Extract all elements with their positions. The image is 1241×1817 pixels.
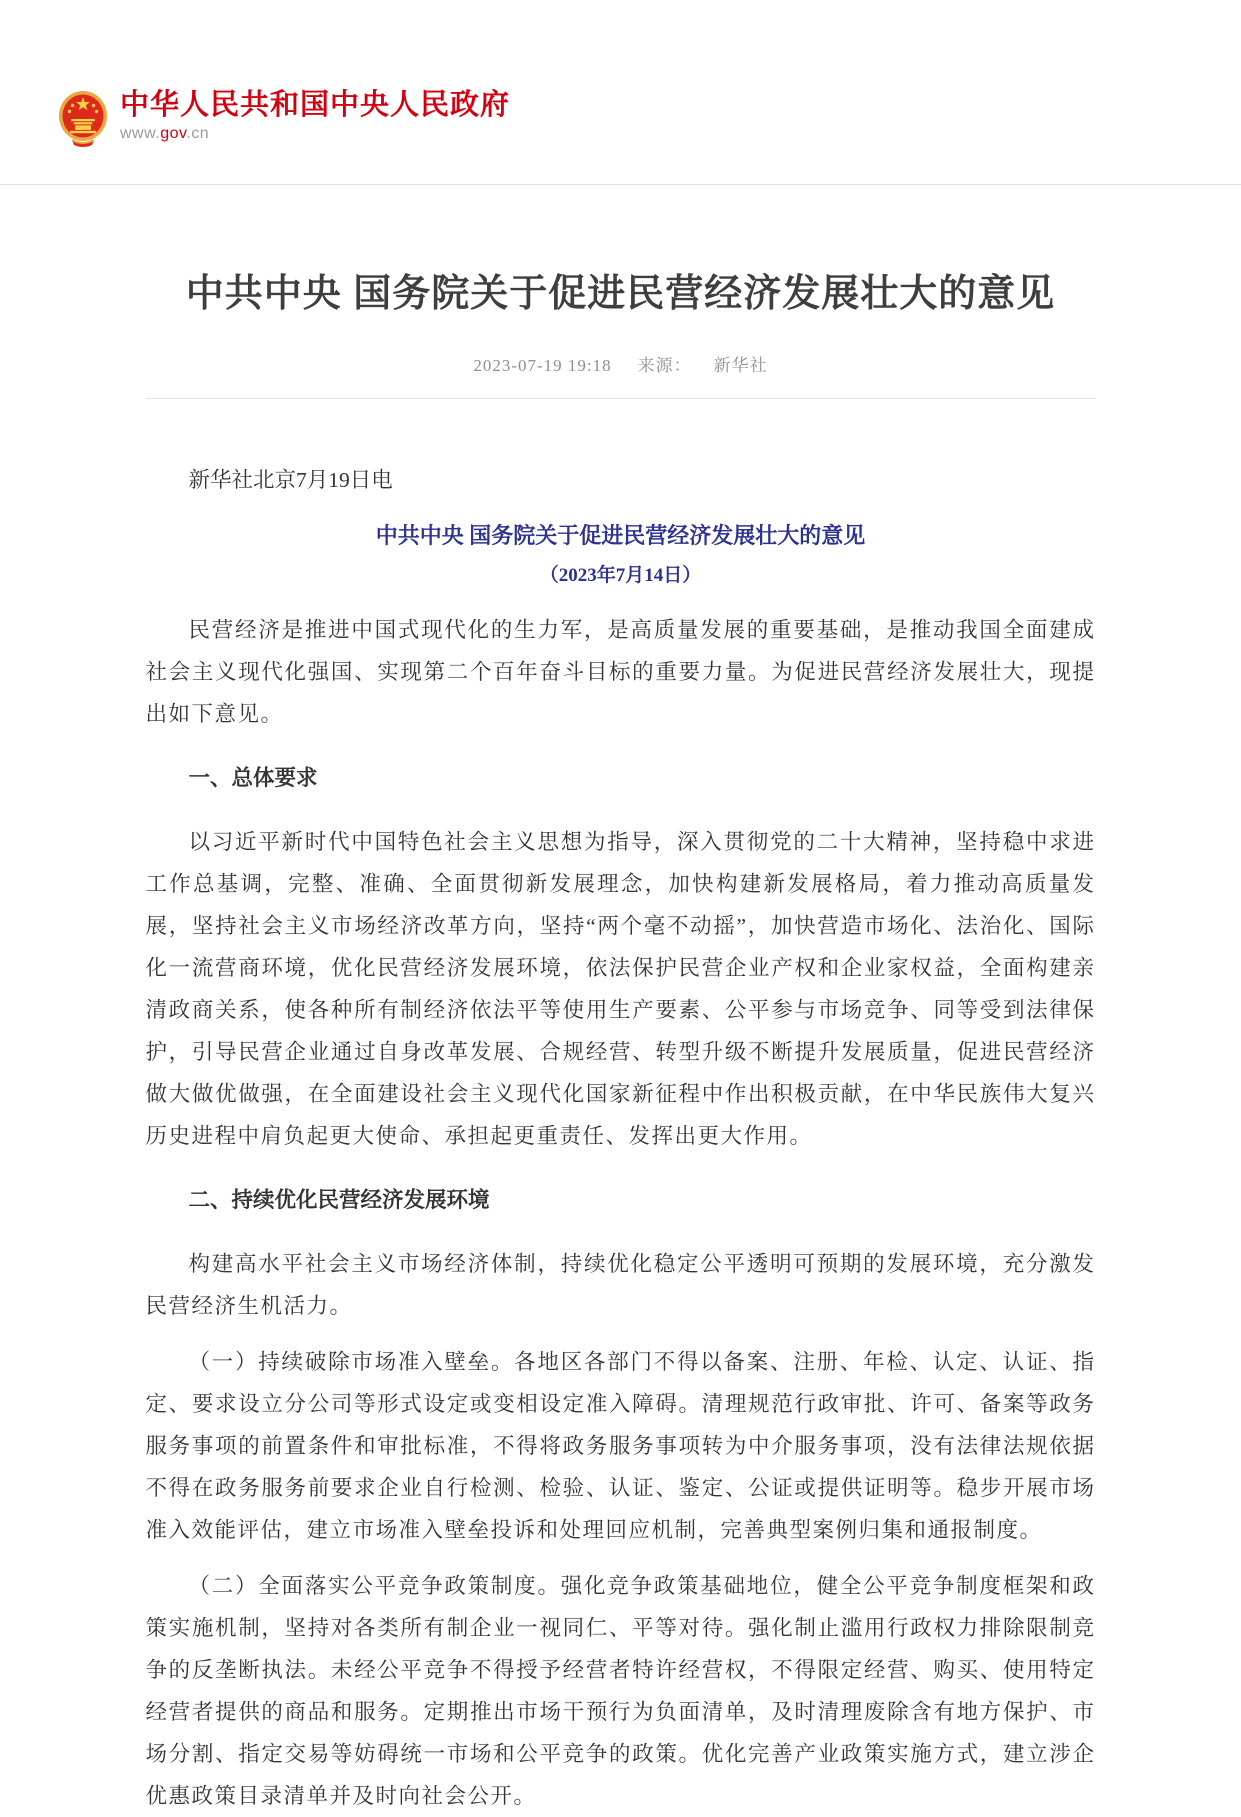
section-heading-1: 一、总体要求	[188, 766, 318, 790]
doc-date: （2023年7月14日）	[539, 565, 702, 586]
national-emblem-icon	[58, 88, 108, 150]
doc-title: 中共中央 国务院关于促进民营经济发展壮大的意见	[375, 523, 866, 548]
site-url-gov: gov	[160, 125, 187, 142]
paragraph-item-2: （二）全面落实公平竞争政策制度。强化竞争政策基础地位，健全公平竞争制度框架和政策实施机制，坚持对各类所有制企业一视同仁、平等对待。强化制止滥用行政权力排除限制竞争的反垄断执法。未经公平竞争不得授予经营者特许经营权，不得限定经营、购买、使用特定经营者提供的商品和服务。定期推出市场干预行为负面清单，及时清理废除含有地方保护、市场分割、指定交易等妨碍统一市场和公平竞争的政策。优化完善产业政策实施方式，建立涉企优惠政策目录清单并及时向社会公开。	[145, 1574, 1096, 1808]
site-name: 中华人民共和国中央人民政府	[120, 89, 511, 121]
article-body	[146, 399, 1096, 1817]
site-url-www: www.	[120, 125, 161, 142]
site-header	[0, 0, 1241, 170]
section-heading-2: 二、持续优化民营经济发展环境	[188, 1188, 490, 1212]
paragraph-intro: 民营经济是推进中国式现代化的生力军，是高质量发展的重要基础，是推动我国全面建成社会主义现代化强国、实现第二个百年奋斗目标的重要力量。为促进民营经济发展壮大，现提出如下意见。	[145, 618, 1096, 726]
paragraph-environment: 构建高水平社会主义市场经济体制，持续优化稳定公平透明可预期的发展环境，充分激发民营经济生机活力。	[145, 1252, 1096, 1318]
header-divider	[0, 184, 1241, 185]
dateline: 新华社北京7月19日电	[188, 468, 393, 492]
meta-datetime: 2023-07-19 19:18	[473, 356, 612, 375]
meta-source: 新华社	[713, 356, 768, 375]
site-logo-link[interactable]	[58, 88, 1241, 150]
site-url	[120, 125, 510, 143]
paragraph-overall-requirements: 以习近平新时代中国特色社会主义思想为指导，深入贯彻党的二十大精神，坚持稳中求进工作总基调，完整、准确、全面贯彻新发展理念，加快构建新发展格局，着力推动高质量发展，坚持社会主义市场经济改革方向，坚持“两个毫不动摇”，加快营造市场化、法治化、国际化一流营商环境，优化民营经济发展环境，依法保护民营企业产权和企业家权益，全面构建亲清政商关系，使各种所有制经济依法平等使用生产要素、公平参与市场竞争、同等受到法律保护，引导民营企业通过自身改革发展、合规经营、转型升级不断提升发展质量，促进民营经济做大做优做强，在全面建设社会主义现代化国家新征程中作出积极贡献，在中华民族伟大复兴历史进程中肩负起更大使命、承担起更重责任、发挥出更大作用。	[145, 830, 1096, 1148]
site-url-cn: .cn	[186, 125, 210, 142]
page-title: 中共中央 国务院关于促进民营经济发展壮大的意见	[185, 273, 1056, 315]
meta-source-label: 来源：	[637, 356, 692, 375]
paragraph-item-1: （一）持续破除市场准入壁垒。各地区各部门不得以备案、注册、年检、认定、认证、指定、要求设立分公司等形式设定或变相设定准入障碍。清理规范行政审批、许可、备案等政务服务事项的前置条件和审批标准，不得将政务服务事项转为中介服务事项，没有法律法规依据不得在政务服务前要求企业自行检测、检验、认证、鉴定、公证或提供证明等。稳步开展市场准入效能评估，建立市场准入壁垒投诉和处理回应机制，完善典型案例归集和通报制度。	[145, 1350, 1096, 1542]
article-meta	[146, 351, 1096, 376]
article-page	[146, 269, 1096, 1817]
